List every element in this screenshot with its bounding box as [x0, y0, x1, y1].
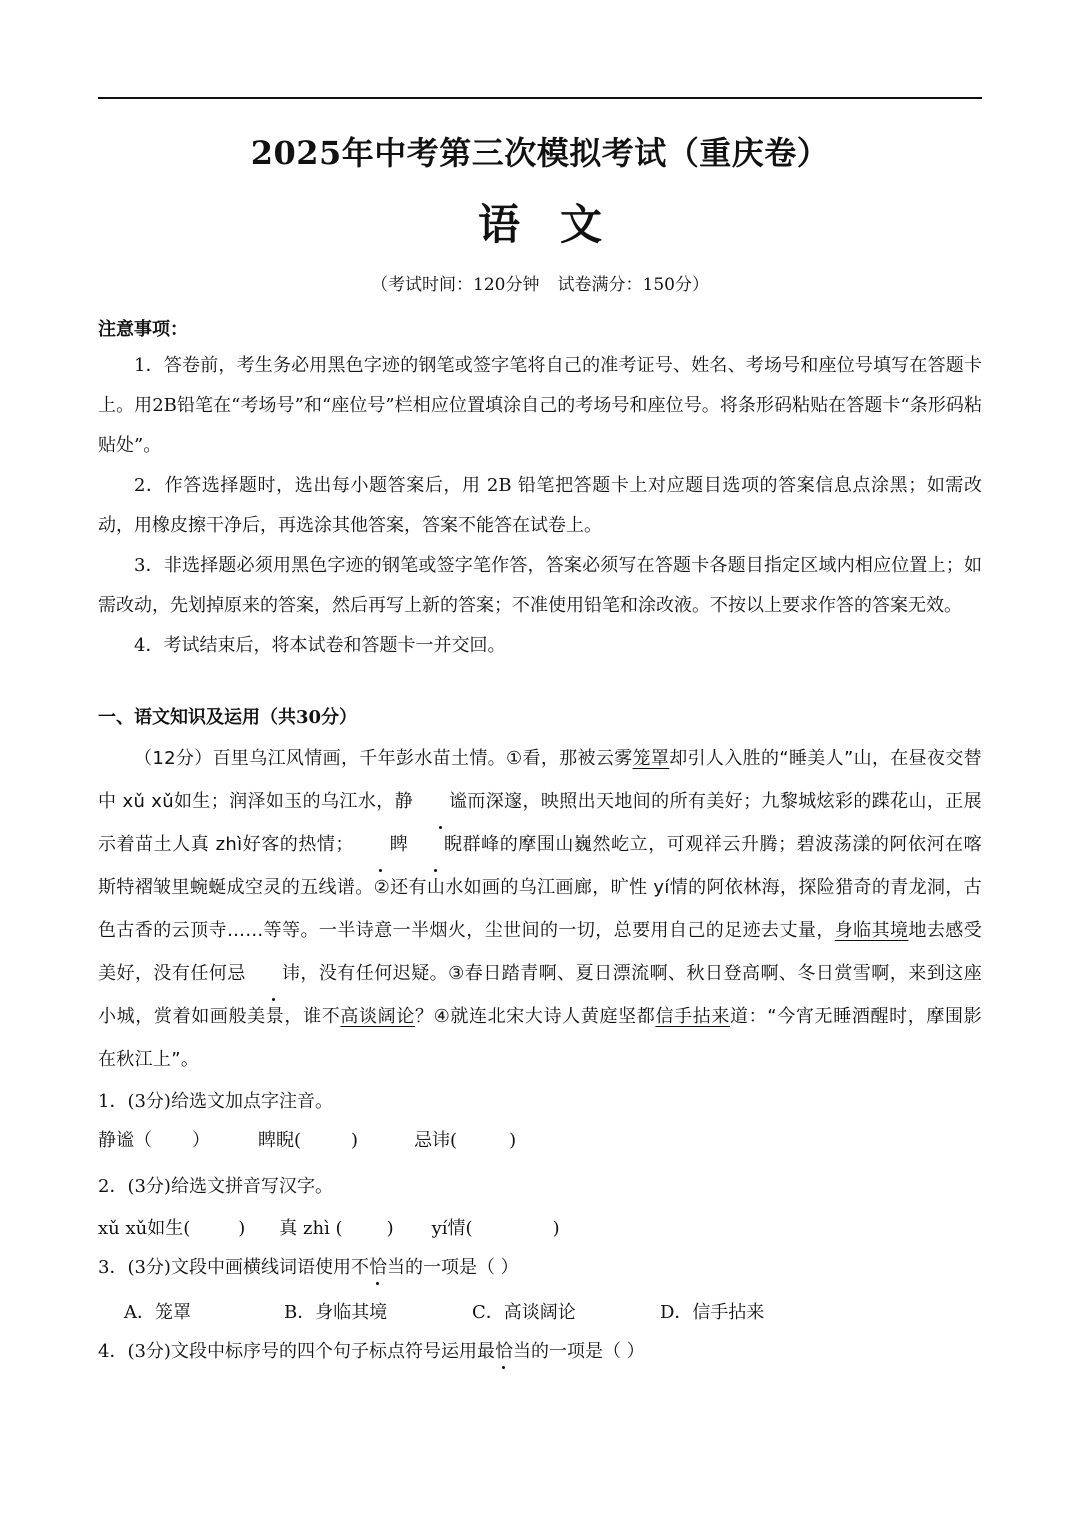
note-item: 4．考试结束后，将本试卷和答题卡一并交回。: [134, 635, 506, 656]
question-text: 的一项是（ ）: [404, 1257, 519, 1278]
note-item: 3．非选择题必须用黑色字迹的钢笔或签字笔作答，答案必须写在答题卡各题目指定区域内相应位置上；如需改动，先划掉原来的答案，然后再写上新的答案；不准使用铅笔和涂改液。不按以上要求作答的答案无效。: [98, 555, 982, 616]
exam-time: （考试时间：120分钟: [371, 275, 540, 295]
subject-title: 语文: [477, 200, 642, 249]
dotted-char: 睨: [408, 823, 462, 866]
blank-close: ): [238, 1218, 246, 1239]
dotted-char: 谧: [413, 780, 467, 823]
underlined-word: 身临其境: [834, 920, 909, 941]
note-item: 2．作答选择题时，选出每小题答案后，用 2B 铅笔把答题卡上对应题目选项的答案信息点涂黑；如需改动，用橡皮擦干净后，再选涂其他答案，答案不能答在试卷上。: [98, 475, 982, 536]
passage-text: ？④就连北宋大诗人黄庭坚都: [414, 1006, 656, 1027]
question-2: 2．(3分)给选文拼音写汉字。: [98, 1176, 333, 1197]
blank-close: ): [351, 1130, 359, 1151]
question-1: 1．(3分)给选文加点字注音。: [98, 1091, 333, 1112]
reading-passage: [98, 737, 982, 1081]
question-1-blanks: [98, 1126, 982, 1152]
top-divider: [98, 97, 982, 99]
blank-label: yí情(: [431, 1218, 473, 1239]
question-4: [98, 1337, 982, 1363]
option-d[interactable]: D．信手拈来: [660, 1302, 765, 1323]
blank-close: ): [552, 1218, 560, 1239]
blank-label: 忌讳(: [414, 1130, 458, 1151]
blank-label: xǔ xǔ如生(: [98, 1218, 191, 1239]
passage-text: 却引人入胜的“睡美人”山，在昼夜交替中 xǔ xǔ如生；润泽如玉的乌江水，静: [98, 748, 982, 812]
passage-paragraph: [98, 737, 982, 1081]
blank-close: ): [386, 1218, 394, 1239]
blank-label: 睥睨(: [258, 1130, 302, 1151]
dotted-char: 讳: [246, 952, 300, 995]
passage-text: 道：“今宵无睡酒醒时，摩围影在秋江上”。: [98, 1006, 982, 1070]
option-b[interactable]: B．身临其境: [284, 1302, 388, 1323]
exam-info: [0, 270, 1080, 295]
blank-close: ): [509, 1130, 517, 1151]
passage-text: （12分）百里乌江风情画，千年彭水苗土情。①看，那被云雾: [134, 748, 633, 769]
question-3: [98, 1253, 982, 1279]
dotted-char: 睥: [354, 823, 408, 866]
underlined-word: 信手拈来: [655, 1006, 731, 1027]
full-score: 试卷满分：150分）: [557, 275, 709, 295]
blank-close: ）: [192, 1130, 210, 1151]
exam-title: 2025年中考第三次模拟考试（重庆卷）: [250, 134, 830, 172]
passage-text: 地去感受美好，没有任何忌: [98, 920, 983, 984]
question-text: 4．(3分)文段中标序号的四个句子标点符号运用: [98, 1341, 477, 1362]
underlined-word: 笼罩: [632, 748, 670, 769]
emphasis-dots: 不恰当: [351, 1253, 405, 1279]
section-heading: 一、语文知识及运用（共30分）: [98, 707, 358, 728]
question-2-blanks: [98, 1214, 982, 1240]
underlined-word: 高谈阔论: [340, 1006, 415, 1027]
option-a[interactable]: A．笼罩: [124, 1302, 191, 1323]
notes-list: [98, 346, 982, 666]
passage-text: 群峰的摩围山巍然屹立，可观祥云升腾；碧波荡漾的阿依河在喀斯特褶皱里蜿蜒成空灵的五线谱。②还有山水如画的乌江画廊，旷性 yí情的阿依林海，探险猎奇的青龙洞，古色古香的云顶寺……等等。一半诗意一半烟火，尘世间的一切，总要用自己的足迹去丈量，: [98, 834, 982, 941]
question-3-options: [124, 1298, 1008, 1324]
emphasis-dots: 最恰当: [477, 1337, 531, 1363]
note-item: 1．答卷前，考生务必用黑色字迹的钢笔或签字笔将自己的准考证号、姓名、考场号和座位号填写在答题卡上。用2B铅笔在“考场号”和“座位号”栏相应位置填涂自己的考场号和座位号。将条形码粘贴在答题卡“条形码粘贴处”。: [98, 355, 982, 456]
blank-label: 真 zhì (: [279, 1218, 343, 1239]
notes-heading: 注意事项：: [98, 319, 188, 340]
passage-text: 而深邃，映照出天地间的所有美好；九黎城炫彩的蹀花山，正展示着苗土人真 zhì好客的热情；: [98, 791, 982, 855]
question-text: 3．(3分)文段中画横线词语使用: [98, 1257, 351, 1278]
passage-text: ，没有任何迟疑。③春日踏青啊、夏日漂流啊、秋日登高啊、冬日赏雪啊，来到这座小城，赏着如画般美景，谁不: [98, 963, 983, 1027]
blank-label: 静谧（: [98, 1130, 152, 1151]
question-text: 的一项是（ ）: [530, 1341, 645, 1362]
option-c[interactable]: C．高谈阔论: [472, 1302, 576, 1323]
